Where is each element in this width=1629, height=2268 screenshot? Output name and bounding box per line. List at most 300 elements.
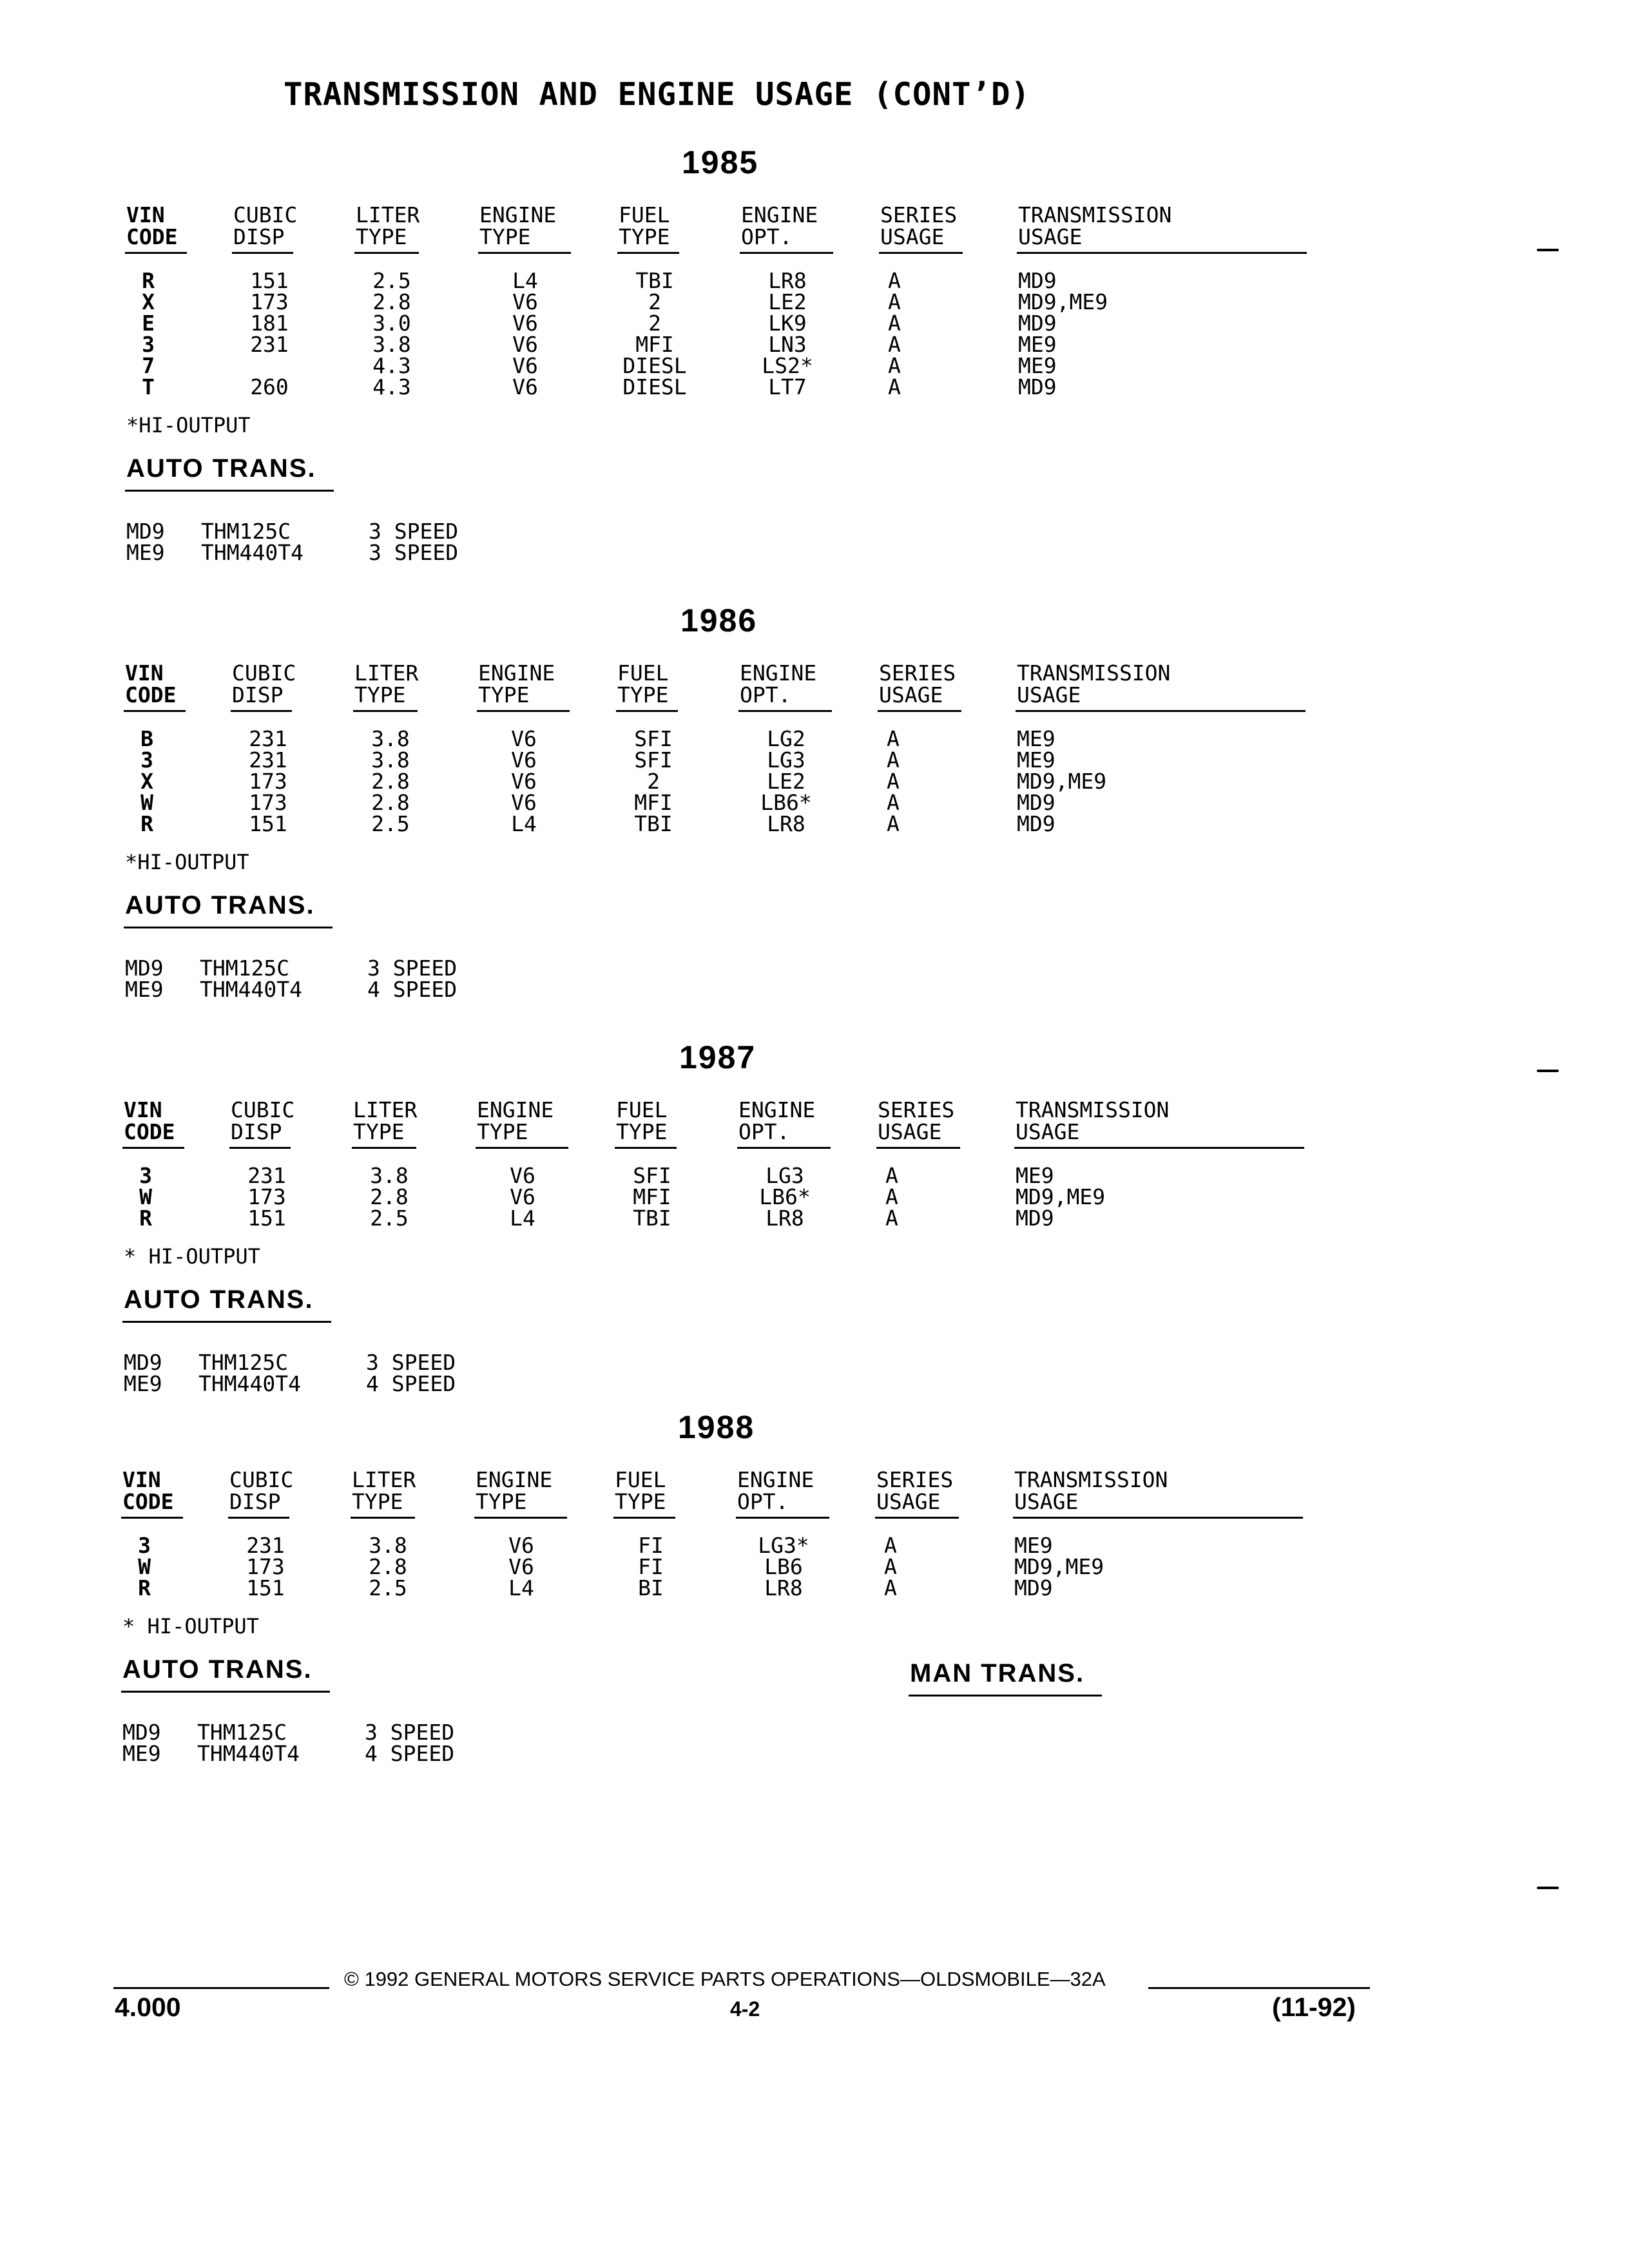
column-header-line2: USAGE (879, 682, 943, 707)
column-header-underline (740, 252, 833, 254)
table-cell-cubic: 231 (247, 1163, 286, 1188)
table-cell-engine-type: V6 (511, 726, 537, 751)
table-cell-fuel: TBI (635, 268, 674, 293)
table-cell-vin: E (142, 311, 155, 336)
table-cell-vin: 3 (138, 1533, 151, 1558)
table-cell-engine-type: V6 (510, 1184, 535, 1209)
column-header-line1: SERIES (876, 1467, 954, 1492)
column-header-fuel (615, 1469, 666, 1513)
table-cell-trans: MD9,ME9 (1016, 1184, 1106, 1209)
column-header-line1: TRANSMISSION (1018, 202, 1172, 227)
table-cell-trans: ME9 (1017, 726, 1055, 751)
column-header-line2: OPT. (737, 1489, 789, 1514)
table-cell-liter: 3.8 (371, 726, 410, 751)
column-header-liter (353, 1099, 417, 1143)
column-header-line1: FUEL (619, 202, 670, 227)
column-header-underline (351, 1517, 415, 1519)
auto-trans-cell: THM125C (200, 956, 290, 981)
footnote-hi-output: * HI-OUTPUT (124, 1244, 260, 1269)
table-cell-series: A (884, 1554, 897, 1579)
table-cell-vin: W (139, 1184, 152, 1209)
table-cell-cubic: 151 (247, 1206, 286, 1231)
column-header-line2: DISP (229, 1489, 281, 1514)
table-cell-engine-opt: LB6* (759, 1184, 811, 1209)
margin-mark (1537, 249, 1559, 251)
table-cell-cubic: 181 (250, 311, 289, 336)
footer-copyright: © 1992 GENERAL MOTORS SERVICE PARTS OPERATIONS—OLDSMOBILE—32A (344, 1968, 1106, 1990)
table-cell-cubic: 260 (250, 374, 289, 399)
year-heading: 1985 (682, 144, 759, 180)
table-cell-liter: 3.8 (369, 1533, 407, 1558)
column-header-series (878, 1099, 954, 1143)
table-cell-vin: R (140, 811, 153, 836)
table-cell-engine-type: V6 (511, 769, 537, 794)
column-header-trans (1016, 1099, 1169, 1143)
column-header-line1: CUBIC (229, 1467, 294, 1492)
auto-trans-cell: THM125C (198, 1350, 289, 1375)
column-header-line1: TRANSMISSION (1016, 1097, 1170, 1122)
margin-mark (1537, 1887, 1559, 1889)
table-cell-liter: 2.8 (369, 1554, 407, 1579)
table-cell-vin: X (140, 769, 153, 794)
table-cell-liter: 4.3 (372, 374, 411, 399)
table-cell-series: A (885, 1163, 898, 1188)
column-header-underline (617, 252, 679, 254)
table-cell-trans: MD9 (1018, 374, 1057, 399)
table-cell-trans: MD9 (1018, 268, 1057, 293)
column-header-series (876, 1469, 953, 1513)
table-cell-series: A (884, 1575, 897, 1600)
table-cell-trans: ME9 (1018, 353, 1057, 378)
footnote-hi-output: *HI-OUTPUT (126, 413, 251, 437)
table-cell-series: A (887, 790, 900, 815)
margin-mark (1537, 1070, 1559, 1072)
auto-trans-heading: AUTO TRANS. (122, 1655, 313, 1684)
auto-trans-cell: MD9 (126, 519, 165, 544)
footer-page-number: 4-2 (730, 1997, 760, 2021)
column-header-line1: ENGINE (740, 660, 817, 686)
table-cell-series: A (888, 268, 901, 293)
column-header-underline (125, 252, 187, 254)
column-header-line2: TYPE (352, 1489, 403, 1514)
column-header-line2: DISP (231, 1119, 282, 1144)
table-cell-liter: 3.8 (371, 747, 410, 773)
column-header-engine-type (476, 1469, 552, 1513)
table-cell-series: A (887, 726, 900, 751)
auto-trans-heading: AUTO TRANS. (126, 454, 316, 483)
table-cell-cubic: 173 (249, 769, 287, 794)
table-cell-engine-opt: LB6* (760, 790, 812, 815)
column-header-underline (738, 710, 832, 712)
column-header-line1: ENGINE (478, 660, 555, 686)
column-header-cubic (229, 1469, 293, 1513)
table-cell-vin: R (139, 1206, 152, 1231)
table-cell-engine-type: V6 (508, 1554, 534, 1579)
column-header-line2: TYPE (353, 1119, 405, 1144)
table-cell-vin: 3 (140, 747, 153, 773)
table-cell-engine-type: V6 (512, 311, 538, 336)
column-header-underline (1014, 1147, 1304, 1149)
table-cell-fuel: 2 (648, 289, 661, 314)
auto-trans-underline (122, 1321, 331, 1323)
table-cell-vin: T (142, 374, 155, 399)
column-header-line2: CODE (125, 682, 177, 707)
column-header-underline (875, 1517, 959, 1519)
column-header-cubic (232, 662, 296, 706)
table-cell-fuel: MFI (635, 332, 674, 357)
column-header-line1: ENGINE (479, 202, 557, 227)
column-header-line1: TRANSMISSION (1014, 1467, 1168, 1492)
table-cell-engine-opt: LE2 (768, 289, 807, 314)
table-cell-trans: MD9 (1016, 1206, 1054, 1231)
column-header-underline (232, 252, 293, 254)
column-header-trans (1018, 204, 1171, 248)
table-cell-engine-type: V6 (512, 374, 538, 399)
column-header-underline (121, 1517, 183, 1519)
table-cell-trans: MD9 (1014, 1575, 1053, 1600)
table-cell-engine-type: L4 (510, 1206, 535, 1231)
column-header-fuel (619, 204, 670, 248)
auto-trans-underline (125, 490, 334, 492)
table-cell-series: A (888, 289, 901, 314)
auto-trans-cell: ME9 (126, 540, 165, 565)
table-cell-vin: W (138, 1554, 151, 1579)
column-header-line2: TYPE (354, 682, 406, 707)
auto-trans-underline (124, 927, 333, 928)
table-cell-engine-opt: LN3 (768, 332, 807, 357)
column-header-underline (737, 1147, 831, 1149)
table-cell-fuel: MFI (633, 1184, 671, 1209)
man-trans-heading: MAN TRANS. (910, 1659, 1085, 1687)
column-header-cubic (231, 1099, 294, 1143)
column-header-underline (736, 1517, 829, 1519)
column-header-line2: CODE (124, 1119, 175, 1144)
column-header-line1: VIN (126, 202, 165, 227)
column-header-line1: VIN (125, 660, 164, 686)
column-header-cubic (233, 204, 297, 248)
table-cell-liter: 2.8 (372, 289, 411, 314)
table-cell-engine-type: L4 (512, 268, 538, 293)
column-header-line1: LITER (354, 660, 419, 686)
table-cell-engine-opt: LG3 (766, 1163, 804, 1188)
table-cell-trans: MD9,ME9 (1014, 1554, 1104, 1579)
table-cell-series: A (887, 811, 900, 836)
column-header-underline (124, 710, 186, 712)
footnote-hi-output: *HI-OUTPUT (125, 850, 249, 874)
auto-trans-cell: ME9 (124, 1371, 162, 1396)
column-header-vin (126, 204, 177, 248)
table-cell-engine-opt: LR8 (767, 811, 805, 836)
column-header-underline (476, 1147, 568, 1149)
auto-trans-cell: 3 SPEED (369, 519, 459, 544)
table-cell-trans: MD9,ME9 (1017, 769, 1107, 794)
table-cell-engine-opt: LK9 (768, 311, 807, 336)
table-cell-trans: ME9 (1018, 332, 1057, 357)
column-header-line1: SERIES (879, 660, 956, 686)
column-header-line1: ENGINE (738, 1097, 816, 1122)
column-header-line1: SERIES (880, 202, 958, 227)
table-cell-series: A (885, 1206, 898, 1231)
table-cell-fuel: TBI (633, 1206, 671, 1231)
column-header-line1: CUBIC (231, 1097, 295, 1122)
table-cell-engine-opt: LG3* (758, 1533, 809, 1558)
table-cell-fuel: SFI (633, 1163, 671, 1188)
column-header-line1: ENGINE (741, 202, 818, 227)
auto-trans-cell: ME9 (122, 1741, 161, 1766)
auto-trans-cell: 4 SPEED (367, 977, 458, 1002)
column-header-underline (876, 1147, 960, 1149)
column-header-underline (613, 1517, 675, 1519)
table-cell-cubic: 173 (247, 1184, 286, 1209)
table-cell-cubic: 151 (249, 811, 287, 836)
column-header-underline (1016, 710, 1306, 712)
column-header-line2: USAGE (1014, 1489, 1079, 1514)
column-header-vin (124, 1099, 175, 1143)
auto-trans-cell: MD9 (124, 1350, 162, 1375)
auto-trans-cell: 3 SPEED (366, 1350, 456, 1375)
table-cell-liter: 2.5 (369, 1575, 407, 1600)
column-header-line1: FUEL (617, 660, 669, 686)
column-header-underline (228, 1517, 289, 1519)
column-header-line2: OPT. (740, 682, 791, 707)
footer-date: (11-92) (1272, 1992, 1356, 2022)
table-cell-engine-opt: LT7 (768, 374, 807, 399)
column-header-vin (125, 662, 176, 706)
column-header-line1: CUBIC (232, 660, 296, 686)
table-cell-engine-type: V6 (511, 790, 537, 815)
auto-trans-cell: 3 SPEED (365, 1720, 455, 1745)
auto-trans-heading: AUTO TRANS. (125, 891, 315, 919)
table-cell-trans: ME9 (1016, 1163, 1054, 1188)
footer-rule-right (1148, 1987, 1370, 1989)
column-header-underline (879, 252, 963, 254)
column-header-line2: CODE (122, 1489, 174, 1514)
table-cell-engine-type: L4 (508, 1575, 534, 1600)
column-header-underline (615, 1147, 677, 1149)
table-cell-vin: B (140, 726, 153, 751)
table-cell-engine-type: V6 (512, 289, 538, 314)
column-header-line1: LITER (356, 202, 420, 227)
footer-rule-left (113, 1987, 329, 1989)
table-cell-liter: 2.8 (371, 790, 410, 815)
man-trans-underline (909, 1695, 1102, 1696)
table-cell-fuel: SFI (634, 726, 673, 751)
table-cell-liter: 3.8 (372, 332, 411, 357)
table-cell-trans: ME9 (1017, 747, 1055, 773)
column-header-underline (474, 1517, 567, 1519)
column-header-line1: ENGINE (737, 1467, 815, 1492)
column-header-line2: TYPE (615, 1489, 666, 1514)
table-cell-cubic: 231 (249, 726, 287, 751)
column-header-line2: USAGE (1016, 1119, 1080, 1144)
auto-trans-cell: 4 SPEED (365, 1741, 455, 1766)
column-header-line2: USAGE (880, 224, 945, 249)
table-cell-series: A (888, 332, 901, 357)
column-header-line2: USAGE (876, 1489, 941, 1514)
column-header-series (879, 662, 956, 706)
table-cell-engine-type: V6 (508, 1533, 534, 1558)
column-header-underline (353, 710, 418, 712)
footnote-hi-output: * HI-OUTPUT (122, 1614, 259, 1639)
table-cell-vin: 7 (142, 353, 155, 378)
table-cell-vin: W (140, 790, 153, 815)
table-cell-fuel: 2 (648, 311, 661, 336)
table-cell-fuel: BI (638, 1575, 664, 1600)
table-cell-engine-opt: LR8 (766, 1206, 804, 1231)
column-header-line1: ENGINE (476, 1467, 553, 1492)
column-header-underline (352, 1147, 416, 1149)
auto-trans-cell: THM440T4 (201, 540, 304, 565)
column-header-line1: VIN (124, 1097, 162, 1122)
table-cell-cubic: 173 (249, 790, 287, 815)
table-cell-series: A (888, 374, 901, 399)
column-header-line2: TYPE (616, 1119, 668, 1144)
auto-trans-cell: MD9 (125, 956, 164, 981)
table-cell-liter: 4.3 (372, 353, 411, 378)
auto-trans-cell: 3 SPEED (367, 956, 458, 981)
column-header-line1: TRANSMISSION (1017, 660, 1171, 686)
column-header-line2: TYPE (477, 1119, 528, 1144)
column-header-fuel (616, 1099, 667, 1143)
auto-trans-cell: MD9 (122, 1720, 161, 1745)
table-cell-fuel: DIESL (622, 374, 687, 399)
column-header-line1: FUEL (615, 1467, 666, 1492)
table-cell-series: A (884, 1533, 897, 1558)
auto-trans-cell: THM440T4 (198, 1371, 301, 1396)
table-cell-series: A (887, 747, 900, 773)
year-heading: 1986 (680, 602, 758, 639)
year-heading: 1987 (679, 1039, 757, 1075)
column-header-line2: USAGE (878, 1119, 942, 1144)
column-header-line2: CODE (126, 224, 178, 249)
table-cell-cubic: 231 (250, 332, 289, 357)
column-header-engine-type (477, 1099, 554, 1143)
table-cell-series: A (887, 769, 900, 794)
column-header-line1: SERIES (878, 1097, 955, 1122)
table-cell-engine-opt: LR8 (768, 268, 807, 293)
auto-trans-underline (121, 1691, 330, 1693)
column-header-underline (477, 710, 570, 712)
table-cell-fuel: SFI (634, 747, 673, 773)
column-header-trans (1017, 662, 1170, 706)
table-cell-vin: 3 (142, 332, 155, 357)
table-cell-trans: MD9,ME9 (1018, 289, 1108, 314)
table-cell-trans: ME9 (1014, 1533, 1053, 1558)
column-header-engine-opt (741, 204, 818, 248)
table-cell-cubic: 151 (246, 1575, 285, 1600)
column-header-liter (356, 204, 419, 248)
auto-trans-cell: 4 SPEED (366, 1371, 456, 1396)
column-header-underline (229, 1147, 291, 1149)
column-header-underline (616, 710, 678, 712)
table-cell-liter: 3.0 (372, 311, 411, 336)
column-header-underline (122, 1147, 184, 1149)
table-cell-engine-opt: LB6 (764, 1554, 803, 1579)
auto-trans-cell: THM440T4 (197, 1741, 300, 1766)
column-header-underline (878, 710, 961, 712)
column-header-liter (352, 1469, 416, 1513)
column-header-underline (1017, 252, 1307, 254)
column-header-line1: LITER (353, 1097, 418, 1122)
table-cell-vin: R (142, 268, 155, 293)
table-cell-cubic: 231 (249, 747, 287, 773)
table-cell-fuel: DIESL (622, 353, 687, 378)
column-header-line1: ENGINE (477, 1097, 554, 1122)
table-cell-trans: MD9 (1018, 311, 1057, 336)
column-header-engine-opt (740, 662, 816, 706)
column-header-line2: USAGE (1017, 682, 1081, 707)
table-cell-liter: 2.8 (371, 769, 410, 794)
column-header-line2: TYPE (479, 224, 531, 249)
auto-trans-heading: AUTO TRANS. (124, 1285, 314, 1314)
column-header-series (880, 204, 957, 248)
table-cell-engine-type: V6 (511, 747, 537, 773)
column-header-engine-opt (738, 1099, 815, 1143)
table-cell-series: A (888, 311, 901, 336)
page-title: TRANSMISSION AND ENGINE USAGE (CONT’D) (284, 76, 1031, 113)
table-cell-engine-opt: LR8 (764, 1575, 803, 1600)
table-cell-series: A (885, 1184, 898, 1209)
table-cell-cubic: 231 (246, 1533, 285, 1558)
table-cell-cubic: 173 (246, 1554, 285, 1579)
column-header-engine-type (478, 662, 555, 706)
column-header-line2: OPT. (741, 224, 793, 249)
column-header-line2: TYPE (356, 224, 407, 249)
table-cell-fuel: FI (638, 1554, 664, 1579)
column-header-engine-type (479, 204, 556, 248)
table-cell-engine-opt: LG2 (767, 726, 805, 751)
table-cell-liter: 2.5 (371, 811, 410, 836)
column-header-line2: TYPE (617, 682, 669, 707)
column-header-fuel (617, 662, 668, 706)
column-header-line2: OPT. (738, 1119, 790, 1144)
table-cell-series: A (888, 353, 901, 378)
column-header-underline (231, 710, 292, 712)
table-cell-vin: R (138, 1575, 151, 1600)
table-cell-cubic: 173 (250, 289, 289, 314)
auto-trans-cell: THM440T4 (200, 977, 302, 1002)
year-heading: 1988 (678, 1409, 755, 1445)
column-header-vin (122, 1469, 173, 1513)
column-header-line2: TYPE (619, 224, 670, 249)
footer-section-number: 4.000 (115, 1992, 181, 2022)
auto-trans-cell: THM125C (197, 1720, 287, 1745)
column-header-underline (354, 252, 419, 254)
table-cell-engine-opt: LE2 (767, 769, 805, 794)
table-cell-fuel: TBI (634, 811, 673, 836)
column-header-line2: TYPE (478, 682, 530, 707)
column-header-line2: USAGE (1018, 224, 1083, 249)
column-header-liter (354, 662, 418, 706)
table-cell-vin: 3 (139, 1163, 152, 1188)
column-header-line1: CUBIC (233, 202, 298, 227)
table-cell-liter: 2.8 (370, 1184, 409, 1209)
column-header-line2: DISP (233, 224, 285, 249)
column-header-underline (478, 252, 571, 254)
table-cell-liter: 2.5 (372, 268, 411, 293)
table-cell-engine-type: V6 (512, 332, 538, 357)
table-cell-liter: 3.8 (370, 1163, 409, 1188)
table-cell-trans: MD9 (1017, 790, 1055, 815)
column-header-line2: TYPE (476, 1489, 527, 1514)
auto-trans-cell: ME9 (125, 977, 164, 1002)
auto-trans-cell: 3 SPEED (369, 540, 459, 565)
column-header-engine-opt (737, 1469, 814, 1513)
table-cell-engine-opt: LG3 (767, 747, 805, 773)
table-cell-engine-type: L4 (511, 811, 537, 836)
table-cell-liter: 2.5 (370, 1206, 409, 1231)
table-cell-fuel: FI (638, 1533, 664, 1558)
